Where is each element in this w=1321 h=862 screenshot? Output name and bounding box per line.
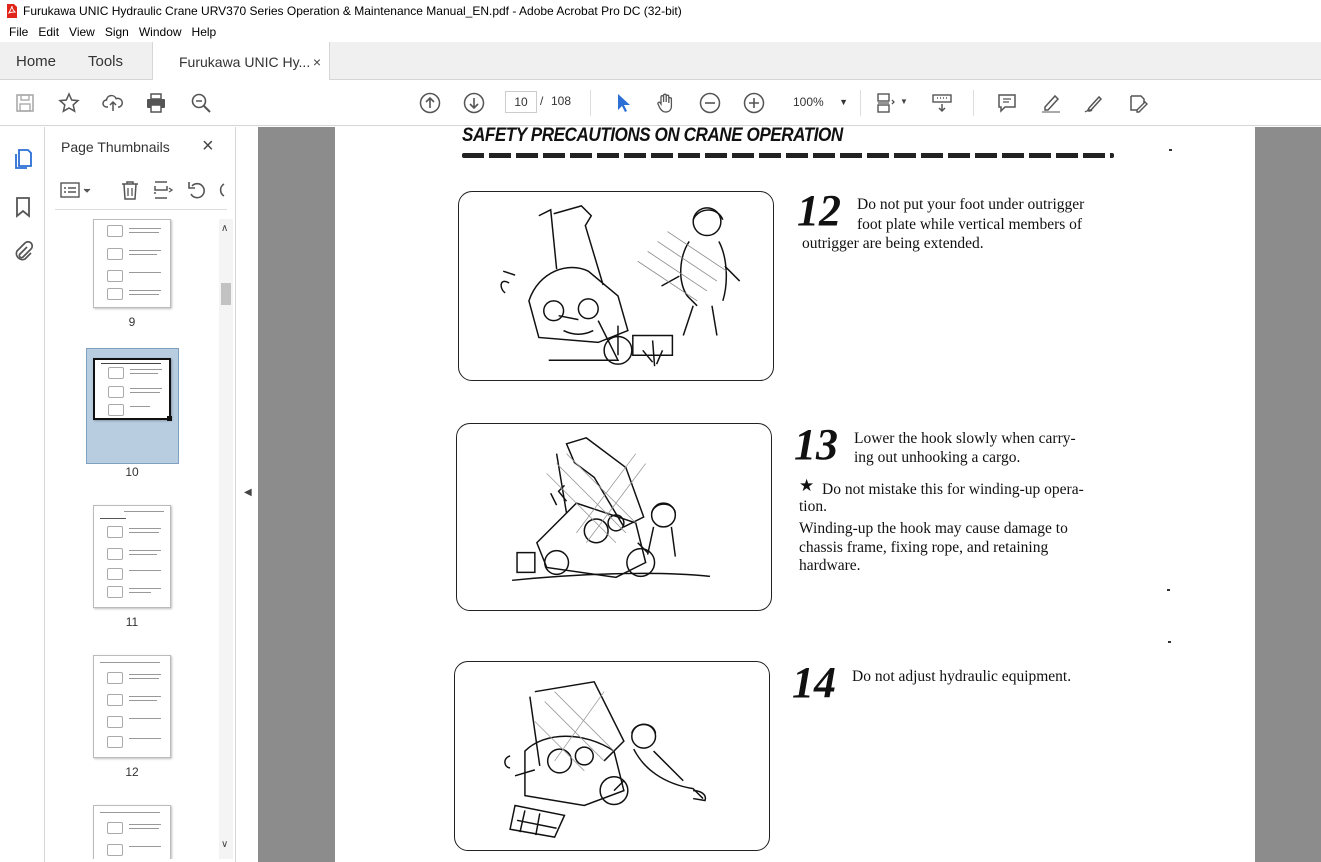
menu-view[interactable]: View (69, 25, 95, 39)
tab-document-label: Furukawa UNIC Hy... (179, 53, 311, 70)
thumbnail-label-12: 12 (125, 765, 139, 779)
item-12-line-3: outrigger are being extended. (802, 235, 984, 252)
share-upload-icon[interactable] (101, 91, 125, 115)
next-page-icon[interactable] (462, 91, 486, 115)
panel-divider (55, 209, 227, 210)
scan-speck (1167, 589, 1170, 591)
scan-speck (1169, 149, 1172, 151)
thumbnail-page-9[interactable] (93, 219, 171, 308)
item-number-14: 14 (792, 658, 836, 707)
tab-home[interactable]: Home (16, 52, 57, 70)
toolbar (0, 80, 1321, 126)
zoom-value: 100% (793, 95, 824, 109)
page-fit-caret-icon[interactable]: ▼ (900, 97, 908, 106)
title-bar (0, 0, 1321, 22)
pdf-page (335, 127, 1255, 862)
illustration-14 (454, 661, 770, 851)
thumbnail-label-9: 9 (128, 315, 136, 329)
print-icon[interactable] (144, 91, 168, 115)
panel-collapse-gutter (236, 127, 258, 862)
close-panel-icon[interactable]: × (202, 135, 214, 157)
find-zoom-icon[interactable] (189, 91, 213, 115)
window-title: Furukawa UNIC Hydraulic Crane URV370 Series Operation & Maintenance Manual_EN.pdf - Adobe Acrobat Pro DC (32-bit) (23, 4, 682, 18)
item-13-note-4: chassis frame, fixing rope, and retaining (799, 539, 1049, 556)
thumbnail-page-11[interactable] (93, 505, 171, 608)
menu-bar (0, 22, 1321, 42)
chevron-down-icon: ▼ (839, 97, 848, 107)
item-number-12: 12 (797, 186, 841, 235)
item-13-note-5: hardware. (799, 557, 861, 574)
thumbnail-label-11: 11 (125, 615, 139, 629)
page-number-input[interactable]: 10 (505, 91, 537, 113)
item-number-13: 13 (794, 420, 838, 469)
thumbnail-tools (55, 177, 230, 205)
previous-page-icon[interactable] (418, 91, 442, 115)
item-13-note-2: tion. (799, 498, 827, 515)
item-13-note-3: Winding-up the hook may cause damage to (799, 520, 1068, 537)
page-heading: SAFETY PRECAUTIONS ON CRANE OPERATION (462, 127, 843, 146)
page-thumbnails-panel (45, 127, 236, 862)
scan-speck (1168, 641, 1171, 643)
item-12-line-1: Do not put your foot under outrigger (857, 196, 1085, 213)
menu-window[interactable]: Window (138, 25, 182, 39)
toolbar-divider (973, 90, 974, 116)
scroll-mode-icon[interactable] (930, 91, 954, 115)
item-13-line-1: Lower the hook slowly when carry- (854, 430, 1076, 447)
heading-rule (462, 153, 1114, 158)
thumbnail-page-12[interactable] (93, 655, 171, 758)
menu-help[interactable]: Help (191, 25, 217, 39)
illustration-12 (458, 191, 774, 381)
attachments-paperclip-icon[interactable] (11, 240, 35, 264)
scroll-down-icon[interactable]: ∨ (221, 839, 229, 850)
page-total: 108 (551, 94, 572, 108)
bookmark-star-icon[interactable] (57, 91, 81, 115)
document-view[interactable] (258, 127, 1321, 862)
illustration-13 (456, 423, 772, 611)
sign-icon[interactable] (1082, 91, 1106, 115)
tab-bar (0, 42, 1321, 80)
options-menu-icon[interactable] (59, 179, 93, 201)
tab-tools[interactable]: Tools (88, 52, 124, 70)
scroll-up-icon[interactable]: ∧ (221, 223, 229, 234)
thumbnail-list (45, 219, 219, 859)
rotate-icon[interactable] (186, 179, 208, 201)
thumbnail-label-10: 10 (125, 465, 139, 479)
select-cursor-icon[interactable] (611, 91, 635, 115)
thumbnail-scrollbar[interactable] (219, 219, 233, 859)
navigation-rail (0, 127, 45, 862)
page-fit-icon[interactable] (874, 91, 898, 115)
zoom-select[interactable] (788, 91, 852, 113)
tab-document[interactable] (152, 42, 330, 81)
note-star-icon: ★ (799, 476, 815, 495)
toolbar-divider (590, 90, 591, 116)
delete-trash-icon[interactable] (119, 179, 141, 201)
zoom-out-icon[interactable] (698, 91, 722, 115)
comment-icon[interactable] (995, 91, 1019, 115)
crane-lowering-hook-drawing (457, 424, 771, 610)
collapse-panel-arrow-icon[interactable]: ◀ (244, 487, 252, 498)
scrollbar-thumb[interactable] (221, 283, 231, 305)
highlight-pen-icon[interactable] (1039, 91, 1063, 115)
close-tab-icon[interactable]: × (312, 54, 321, 70)
fill-sign-icon[interactable] (1126, 91, 1150, 115)
menu-file[interactable]: File (9, 25, 29, 39)
acrobat-logo-icon (6, 4, 18, 18)
item-13-line-2: ing out unhooking a cargo. (854, 449, 1021, 466)
menu-edit[interactable]: Edit (38, 25, 60, 39)
item-13-note-1: Do not mistake this for winding-up opera- (822, 481, 1084, 498)
crane-hydraulic-adjust-drawing (455, 662, 769, 850)
page-thumbnails-icon[interactable] (11, 147, 35, 171)
toolbar-divider (860, 90, 861, 116)
rotate-right-icon[interactable] (215, 179, 227, 201)
item-12-line-2: foot plate while vertical members of (857, 216, 1083, 233)
hand-tool-icon[interactable] (654, 91, 678, 115)
insert-pages-icon[interactable] (152, 179, 174, 201)
bookmarks-icon[interactable] (11, 195, 35, 219)
thumbnail-page-13[interactable] (93, 805, 171, 859)
item-14-line-1: Do not adjust hydraulic equipment. (852, 668, 1072, 685)
zoom-in-icon[interactable] (742, 91, 766, 115)
thumbnail-page-10[interactable] (93, 358, 171, 420)
panel-title: Page Thumbnails (61, 139, 170, 155)
menu-sign[interactable]: Sign (104, 25, 129, 39)
crane-outrigger-drawing (459, 192, 773, 380)
page-separator: / (540, 94, 544, 108)
save-icon[interactable] (13, 91, 37, 115)
